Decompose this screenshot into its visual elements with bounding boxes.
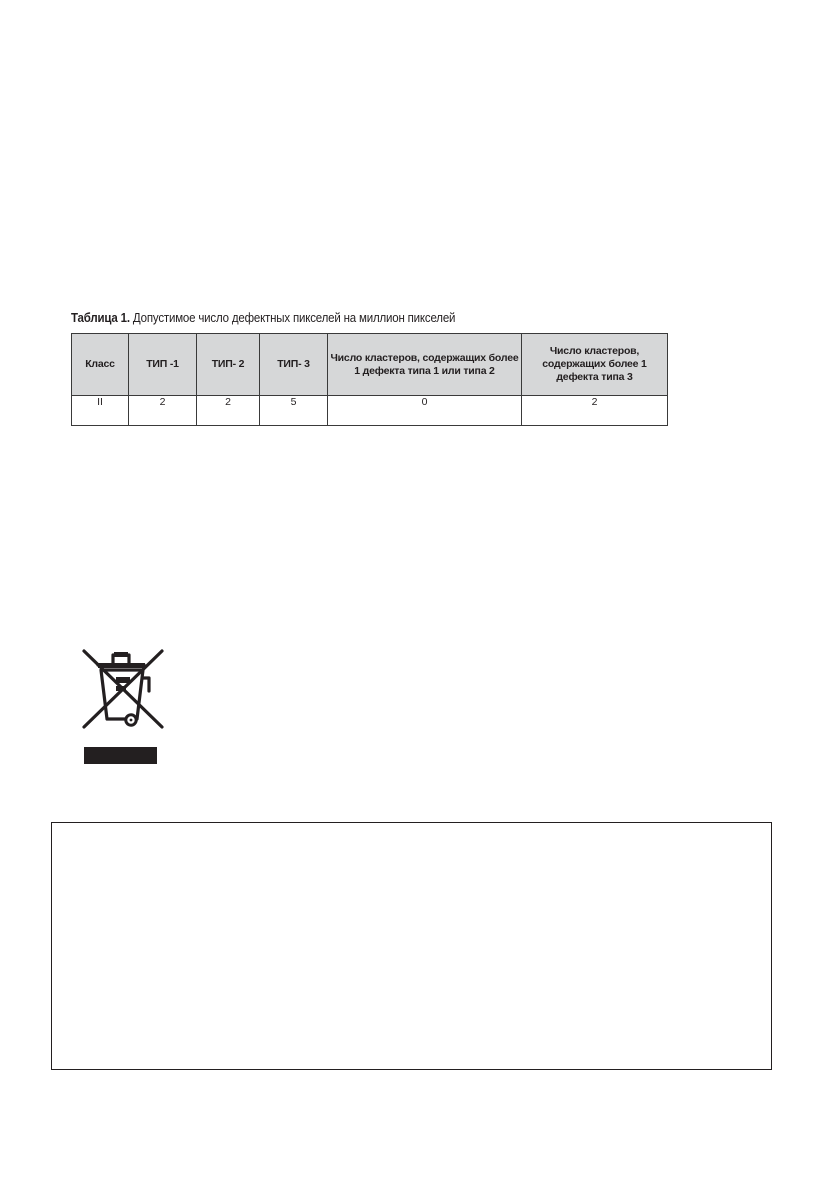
- table-header-row: [72, 334, 668, 396]
- header-class: Класс: [72, 334, 129, 396]
- cell-clusters-type-3: 2: [522, 396, 668, 426]
- table-caption-text: Допустимое число дефектных пикселей на миллион пикселей: [129, 311, 456, 325]
- header-type-3: ТИП- 3: [260, 334, 328, 396]
- table-caption-label: Таблица 1.: [71, 311, 130, 325]
- cell-class: II: [72, 396, 129, 426]
- defect-pixel-table: [71, 333, 668, 426]
- table-row: [72, 396, 668, 426]
- header-type-2: ТИП- 2: [197, 334, 260, 396]
- cell-type-3: 5: [260, 396, 328, 426]
- header-clusters-type-3: Число кластеров, содержащих более 1 дефекта типа 3: [522, 334, 668, 396]
- notice-box: [51, 822, 772, 1070]
- cell-type-1: 2: [129, 396, 197, 426]
- cell-type-2: 2: [197, 396, 260, 426]
- header-type-1: ТИП -1: [129, 334, 197, 396]
- table-caption: [71, 310, 455, 327]
- crossed-out-wheelie-bin-icon: [76, 643, 170, 768]
- header-clusters-type-1-2: Число кластеров, содержащих более 1 дефекта типа 1 или типа 2: [328, 334, 522, 396]
- cell-clusters-type-1-2: 0: [328, 396, 522, 426]
